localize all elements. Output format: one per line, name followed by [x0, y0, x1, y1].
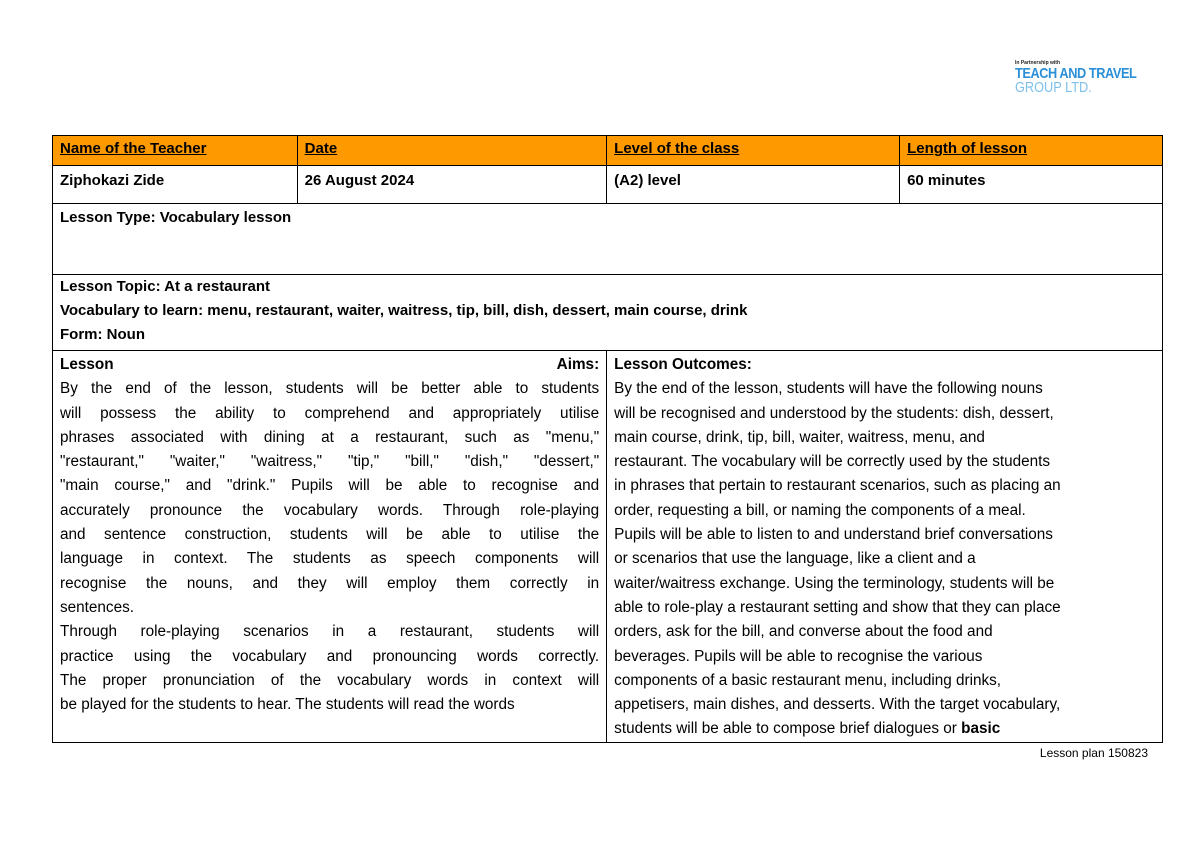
- text-line: The proper pronunciation of the vocabulary words in context will: [60, 671, 600, 689]
- text-line: components of a basic restaurant menu, including drinks,: [614, 671, 1002, 689]
- text-line: waiter/waitress exchange. Using the terminology, students will be: [614, 574, 1055, 592]
- text-line: "restaurant," "waiter," "waitress," "tip," "bill," "dish," "dessert,": [60, 453, 600, 471]
- lesson-length: 60 minutes: [900, 166, 1163, 204]
- text-line: orders, ask for the bill, and converse about the food and: [614, 623, 993, 641]
- text-line: Pupils will be able to listen to and understand brief conversations: [614, 526, 1053, 544]
- lesson-plan-table: [52, 135, 1163, 743]
- teacher-name: Ziphokazi Zide: [53, 166, 298, 204]
- word-form: Form: Noun: [60, 326, 145, 343]
- header-date: Date: [297, 136, 607, 166]
- header-row: [53, 136, 1163, 166]
- logo-line1: TEACH AND TRAVEL: [1015, 65, 1137, 82]
- partner-logo: [1015, 60, 1158, 95]
- text-line: main course, drink, tip, bill, waiter, waitress, menu, and: [614, 428, 985, 446]
- text-line: By the end of the lesson, students will be better able to students: [60, 380, 600, 398]
- lesson-aims-cell: [53, 351, 607, 743]
- header-teacher: Name of the Teacher: [53, 136, 298, 166]
- text-line: Through role-playing scenarios in a restaurant, students will: [60, 623, 600, 641]
- text-line: language in context. The students as speech components will: [60, 550, 600, 568]
- text-line: be played for the students to hear. The students will read the words: [60, 696, 515, 714]
- text-line: or scenarios that use the language, like a client and a: [614, 550, 976, 568]
- text-line: recognise the nouns, and they will employ them correctly in: [60, 574, 600, 592]
- text-line: "main course," and "drink." Pupils will be able to recognise and: [60, 477, 600, 495]
- lesson-topic-cell: [53, 275, 1163, 351]
- bold-word: basic: [961, 720, 1001, 738]
- class-level: (A2) level: [607, 166, 900, 204]
- text-line: practice using the vocabulary and pronouncing words correctly.: [60, 647, 600, 665]
- header-length: Length of lesson: [900, 136, 1163, 166]
- logo-line2: GROUP LTD.: [1015, 79, 1092, 96]
- text-line: phrases associated with dining at a restaurant, such as "menu,": [60, 428, 600, 446]
- vocabulary-list: Vocabulary to learn: menu, restaurant, waiter, waitress, tip, bill, dish, dessert, main course, drink: [60, 302, 748, 319]
- text-line: appetisers, main dishes, and desserts. With the target vocabulary,: [614, 696, 1061, 714]
- text-line: restaurant. The vocabulary will be correctly used by the students: [614, 453, 1051, 471]
- text-line: able to role-play a restaurant setting and show that they can place: [614, 598, 1061, 616]
- text-line: will possess the ability to comprehend and appropriately utilise: [60, 404, 600, 422]
- footer-lesson-plan: Lesson plan 150823: [1039, 746, 1148, 760]
- logo-partner-text: In Partnership with: [1015, 60, 1061, 66]
- text-line: and sentence construction, students will be able to utilise the: [60, 526, 600, 544]
- text-line: beverages. Pupils will be able to recognise the various: [614, 647, 983, 665]
- header-level: Level of the class: [607, 136, 900, 166]
- text-line: By the end of the lesson, students will have the following nouns: [614, 380, 1043, 398]
- outcomes-title: Lesson Outcomes:: [614, 356, 752, 373]
- values-row: [53, 166, 1163, 204]
- text-line: will be recognised and understood by the students: dish, dessert,: [614, 404, 1054, 422]
- text-line: sentences.: [60, 598, 134, 616]
- lesson-topic: Lesson Topic: At a restaurant: [60, 278, 271, 295]
- text-line: accurately pronounce the vocabulary words. Through role-playing: [60, 501, 600, 519]
- lesson-outcomes-cell: [607, 351, 1163, 743]
- lesson-type: Lesson Type: Vocabulary lesson: [53, 204, 1163, 275]
- lesson-date: 26 August 2024: [297, 166, 607, 204]
- text-line: in phrases that pertain to restaurant scenarios, such as placing an: [614, 477, 1061, 495]
- text-line: order, requesting a bill, or naming the components of a meal.: [614, 501, 1026, 519]
- text-line: students will be able to compose brief dialogues or basic: [614, 720, 1001, 738]
- aims-title: Lesson Aims:: [60, 356, 600, 373]
